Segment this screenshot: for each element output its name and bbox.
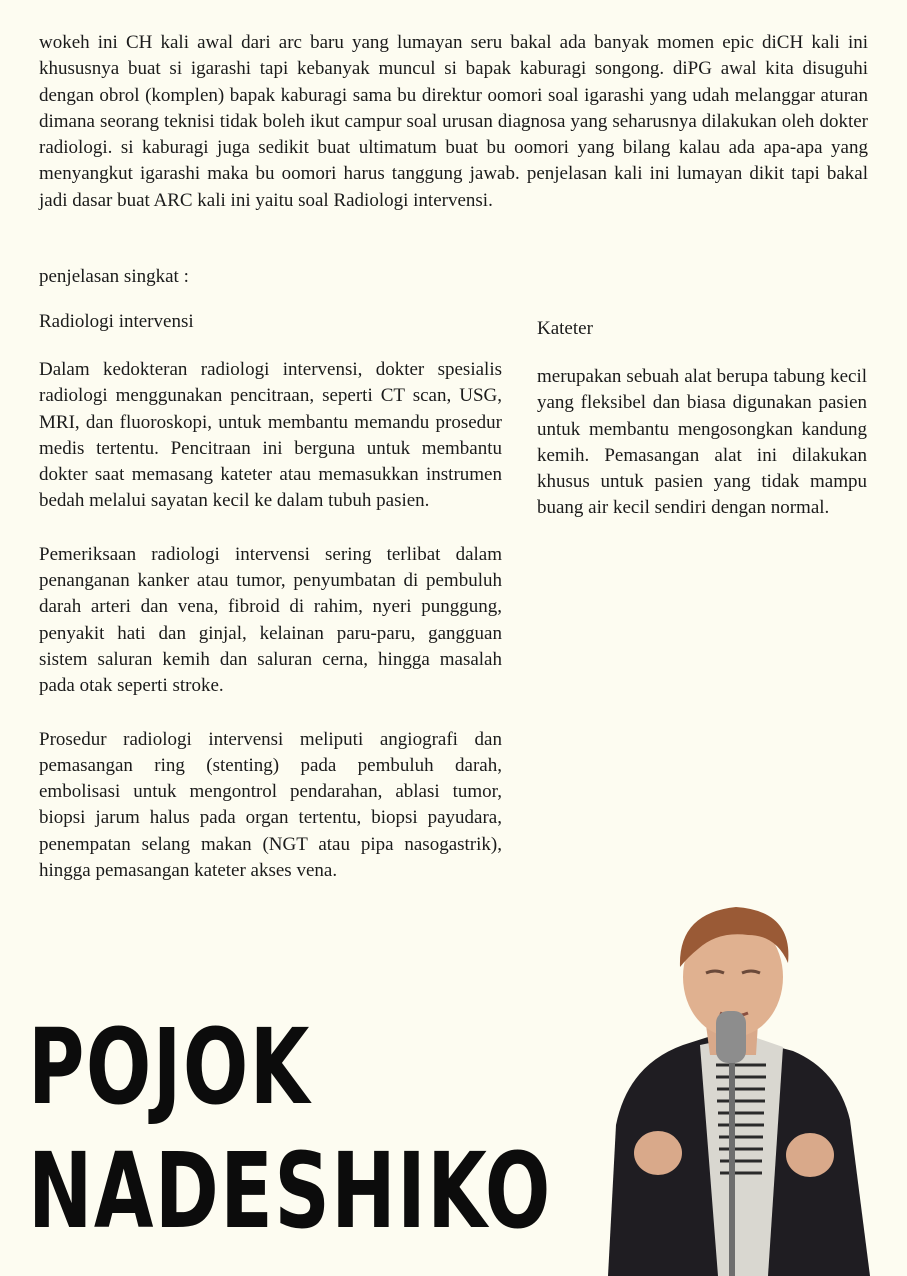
singer-photo xyxy=(588,905,888,1276)
radiologi-heading: Radiologi intervensi xyxy=(39,311,194,332)
kateter-heading: Kateter xyxy=(537,318,593,339)
right-column xyxy=(537,316,867,522)
title-line-1: POJOK xyxy=(28,1006,311,1128)
radiologi-paragraph-2: Pemeriksaan radiologi intervensi sering terlibat dalam penanganan kanker atau tumor, penyumbatan di pembuluh darah arteri dan vena, fibroid di rahim, nyeri punggung, penyakit hati dan ginjal, kelainan paru-paru, gangguan sistem saluran kemih dan saluran cerna, hingga masalah pada otak seperti stroke. xyxy=(39,543,502,697)
page-title xyxy=(28,1005,552,1253)
mic-stand xyxy=(729,1055,735,1276)
intro-paragraph: wokeh ini CH kali awal dari arc baru yang lumayan seru bakal ada banyak momen epic diCH kali ini khususnya buat si igarashi tapi kebanyak muncul si bapak kaburagi songong. diPG awal kita disuguhi dengan obrol (komplen) bapak kaburagi sama bu direktur oomori soal igarashi yang udah melanggar aturan dimana seorang teknisi tidak boleh ikut campur soal urusan diagnosa yang seharusnya dilakukan oleh dokter radiologi. si kaburagi juga sedikit buat ultimatum buat bu oomori yang bilang kalau ada apa-apa yang menyangkut igarashi maka bu oomori harus tanggung jawab. penjelasan kali ini lumayan dikit tapi bakal jadi dasar buat ARC kali ini yaitu soal Radiologi intervensi. xyxy=(39,32,868,211)
right-hand xyxy=(786,1133,834,1177)
radiologi-paragraph-3: Prosedur radiologi intervensi meliputi angiografi dan pemasangan ring (stenting) pada pembuluh darah, embolisasi untuk mengontrol pendarahan, ablasi tumor, biopsi jarum halus pada organ tertentu, biopsi payudara, penempatan selang makan (NGT atau pipa nasogastrik), hingga pemasangan kateter akses vena. xyxy=(39,728,502,882)
left-hand xyxy=(634,1131,682,1175)
microphone-icon xyxy=(716,1011,746,1063)
title-line-2: NADESHIKO xyxy=(28,1130,552,1252)
radiologi-paragraph-1: Dalam kedokteran radiologi intervensi, dokter spesialis radiologi menggunakan pencitraan, seperti CT scan, USG, MRI, dan fluoroskopi, untuk membantu memandu prosedur medis tertentu. Pencitraan ini berguna untuk membantu dokter saat memasang kateter atau memasukkan instrumen bedah melalui sayatan kecil ke dalam tubuh pasien. xyxy=(39,359,502,512)
kateter-paragraph: merupakan sebuah alat berupa tabung kecil yang fleksibel dan biasa digunakan pasien untuk membantu mengosongkan kandung kemih. Pemasangan alat ini dilakukan khusus untuk pasien yang tidak mampu buang air kecil sendiri dengan normal. xyxy=(537,366,867,519)
penjelasan-label: penjelasan singkat : xyxy=(39,266,189,287)
left-column xyxy=(39,309,502,911)
